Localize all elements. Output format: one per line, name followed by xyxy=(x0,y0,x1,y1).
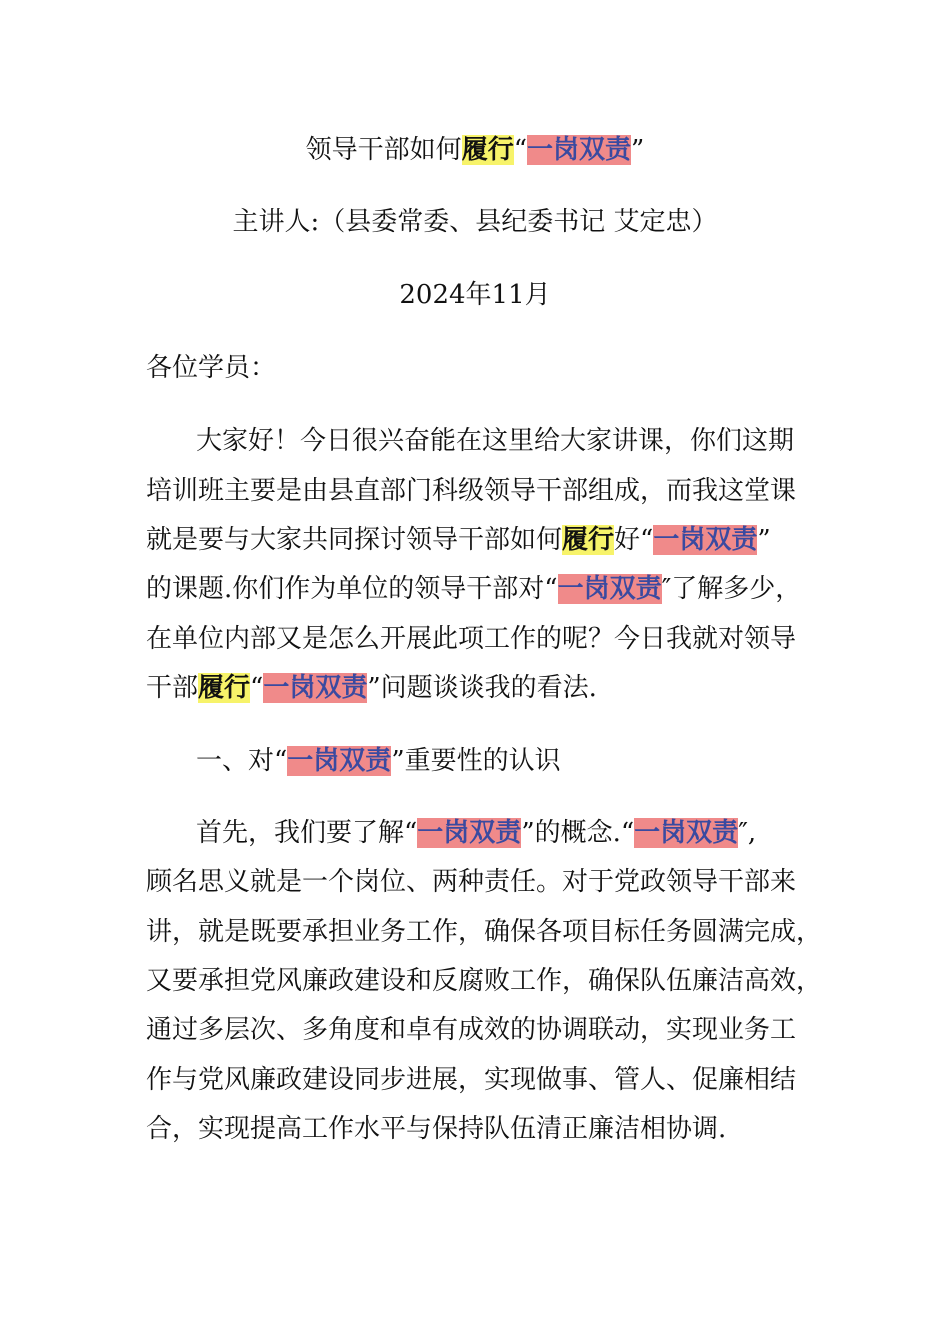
text-run: ″了解多少， xyxy=(661,574,802,604)
para2-line: 又要承担党风廉政建设和反腐败工作，确保队伍廉洁高效， xyxy=(146,966,823,996)
para2-line: 讲，就是既要承担业务工作，确保各项目标任务圆满完成， xyxy=(146,917,823,947)
highlight-yellow: 履行 xyxy=(198,673,251,703)
para1-line: 大家好！今日很兴奋能在这里给大家讲课，你们这期 xyxy=(196,426,795,456)
para2-line xyxy=(196,815,756,851)
text-run: 好“ xyxy=(614,525,654,555)
highlight-red: 一岗双责 xyxy=(263,673,368,703)
text-run: 的课题.你们作为单位的领导干部对“ xyxy=(146,574,558,604)
highlight-red: 一岗双责 xyxy=(287,746,392,776)
text-run: “ xyxy=(250,673,264,703)
text-run: ”问题谈谈我的看法. xyxy=(367,673,597,703)
para1-line: 培训班主要是由县直部门科级领导干部组成，而我这堂课 xyxy=(146,476,797,506)
speaker-line: 主讲人:（县委常委、县纪委书记 艾定忠） xyxy=(232,207,718,237)
text-run: 就是要与大家共同探讨领导干部如何 xyxy=(146,525,563,555)
quote-mark: ” xyxy=(631,135,645,165)
text-run: 首先，我们要了解“ xyxy=(196,818,418,848)
para2-line: 合，实现提高工作水平与保持队伍清正廉洁相协调. xyxy=(146,1114,727,1144)
para1-line xyxy=(146,571,801,607)
document-title xyxy=(0,132,950,168)
date-line: 2024年11月 xyxy=(399,280,551,310)
para2-line: 顾名思义就是一个岗位、两种责任。对于党政领导干部来 xyxy=(146,867,797,897)
para1-line: 在单位内部又是怎么开展此项工作的呢？今日我就对领导 xyxy=(146,624,797,654)
text-run: ” xyxy=(757,525,771,555)
highlight-red: 一岗双责 xyxy=(634,818,739,848)
highlight-red: 一岗双责 xyxy=(557,574,662,604)
text-run: ”的概念.“ xyxy=(521,818,635,848)
highlight-yellow: 履行 xyxy=(562,525,615,555)
para2-line: 作与党风廉政建设同步进展，实现做事、管人、促廉相结 xyxy=(146,1065,797,1095)
text-run: ”重要性的认识 xyxy=(391,746,561,776)
highlight-red: 一岗双责 xyxy=(527,135,632,165)
text-run: ″, xyxy=(738,818,757,848)
para1-line xyxy=(146,670,597,706)
highlight-yellow: 履行 xyxy=(461,135,514,165)
highlight-red: 一岗双责 xyxy=(653,525,758,555)
quote-mark: “ xyxy=(513,135,527,165)
text-run: 一、对“ xyxy=(196,746,288,776)
salutation: 各位学员： xyxy=(146,353,277,383)
highlight-red: 一岗双责 xyxy=(417,818,522,848)
para1-line xyxy=(146,522,771,558)
text-run: 干部 xyxy=(146,673,199,703)
section-heading xyxy=(196,743,561,779)
title-text: 领导干部如何 xyxy=(305,135,462,165)
para2-line: 通过多层次、多角度和卓有成效的协调联动，实现业务工 xyxy=(146,1015,797,1045)
